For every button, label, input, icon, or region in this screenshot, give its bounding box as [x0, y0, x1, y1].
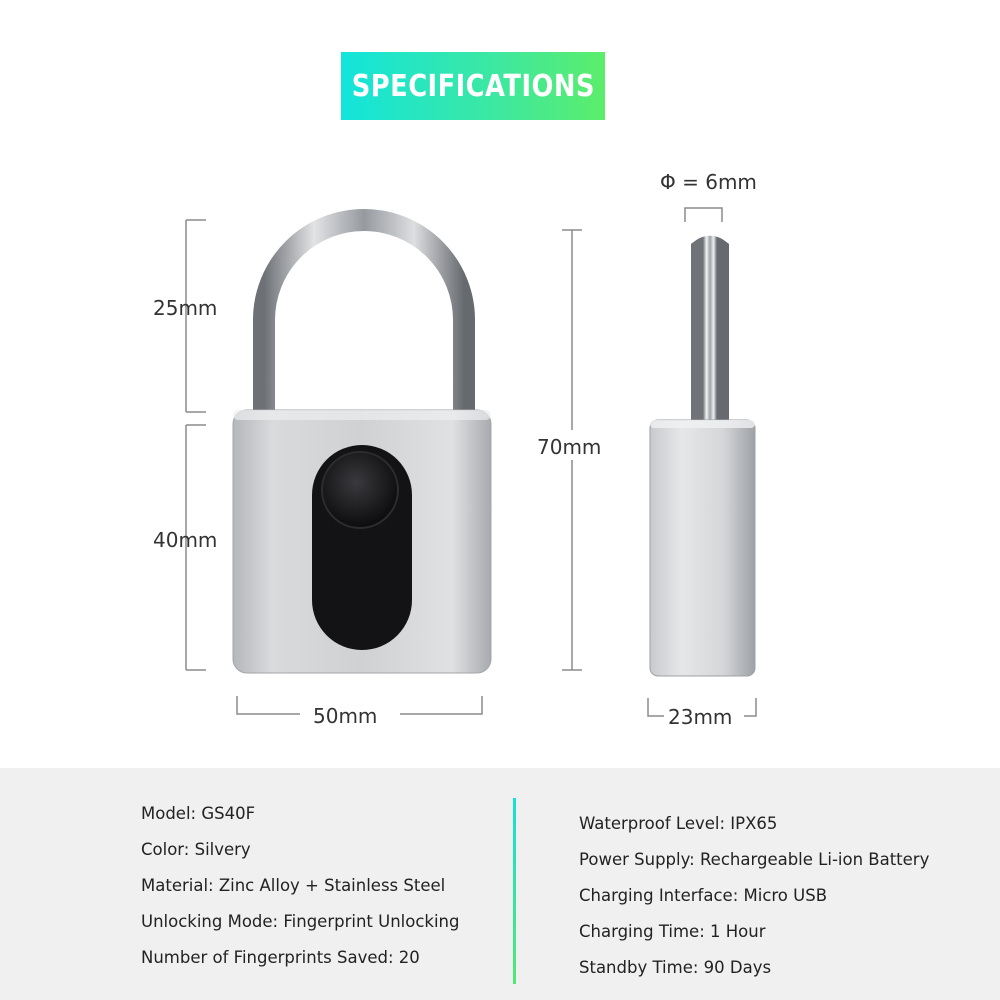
spec-list-left [141, 804, 459, 984]
shackle-height-label: 25mm [153, 296, 218, 320]
banner-title: SPECIFICATIONS [351, 68, 595, 104]
spec-item-model: Model: GS40F [141, 804, 256, 823]
width-label: 50mm [313, 704, 378, 728]
depth-label: 23mm [668, 705, 733, 729]
spec-item-charging-time: Charging Time: 1 Hour [579, 922, 766, 941]
spec-item-material: Material: Zinc Alloy + Stainless Steel [141, 876, 446, 895]
spec-item-standby-time: Standby Time: 90 Days [579, 958, 772, 977]
spec-list-right [579, 814, 929, 994]
fingerprint-sensor-icon [322, 452, 398, 528]
spec-item-unlocking-mode: Unlocking Mode: Fingerprint Unlocking [141, 912, 460, 931]
spec-item-power-supply: Power Supply: Rechargeable Li-ion Battery [579, 850, 930, 869]
spec-item-charging-interface: Charging Interface: Micro USB [579, 886, 828, 905]
spec-item-color: Color: Silvery [141, 840, 251, 859]
specifications-panel [0, 768, 1000, 1000]
padlock-diagram [0, 130, 1000, 750]
side-body [650, 420, 755, 676]
spec-item-waterproof: Waterproof Level: IPX65 [579, 814, 778, 833]
body-height-label: 40mm [153, 528, 218, 552]
side-shackle [703, 248, 717, 422]
diameter-label: Φ = 6mm [660, 170, 757, 194]
column-divider [513, 798, 516, 984]
spec-item-fingerprints-saved: Number of Fingerprints Saved: 20 [141, 948, 420, 967]
specifications-banner [341, 52, 605, 120]
total-height-label: 70mm [537, 435, 602, 459]
